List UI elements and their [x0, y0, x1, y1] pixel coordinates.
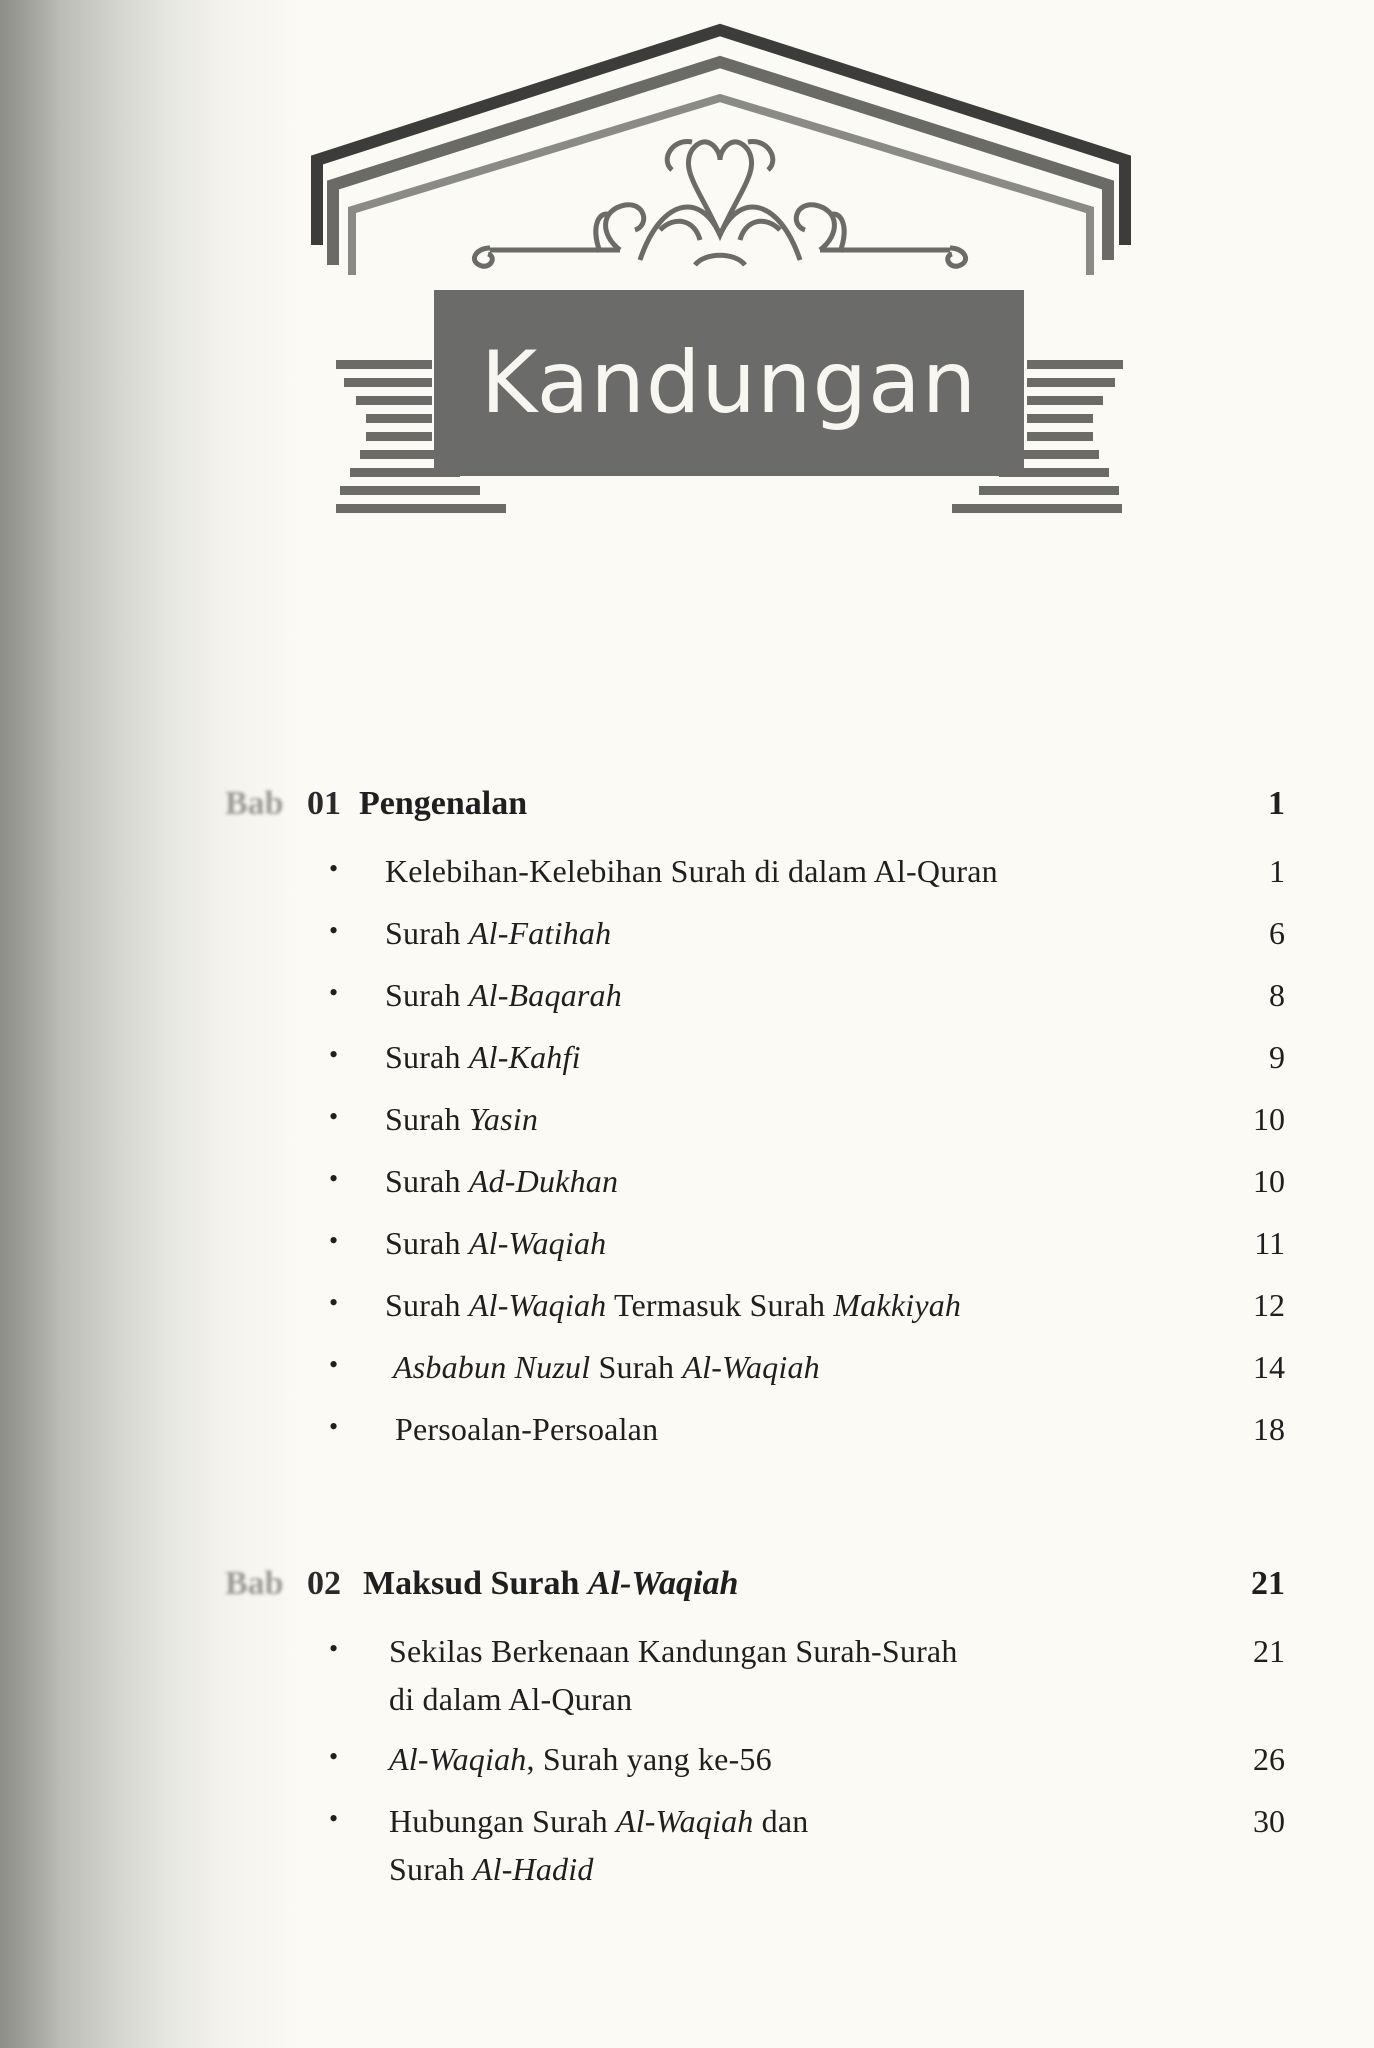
flourish-icon	[474, 142, 965, 267]
toc-entry[interactable]	[225, 1033, 1285, 1095]
toc-entry-page: 18	[1253, 1411, 1285, 1447]
table-of-contents	[225, 785, 1285, 1905]
toc-entry[interactable]	[225, 909, 1285, 971]
toc-entry-text: Al-Waqiah, Surah yang ke-56	[389, 1741, 772, 1777]
bullet-icon: •	[329, 916, 339, 945]
toc-entry[interactable]	[225, 1627, 1285, 1735]
toc-entry-page: 11	[1254, 1225, 1285, 1261]
bullet-icon: •	[329, 1804, 339, 1833]
toc-entry-page: 12	[1253, 1287, 1285, 1323]
toc-entry-text: Surah Al-Baqarah	[385, 977, 622, 1013]
toc-entry[interactable]	[225, 1405, 1285, 1467]
chapter-page-number: 1	[1268, 785, 1285, 822]
toc-entry-text: Surah Yasin	[385, 1101, 539, 1137]
toc-entry-page: 10	[1253, 1101, 1285, 1137]
toc-entry-text: Surah Al-Kahfi	[385, 1039, 581, 1075]
chapter-header-ornament	[300, 20, 1160, 540]
bullet-icon: •	[329, 1742, 339, 1771]
chapter-prefix: Bab	[225, 785, 284, 822]
toc-entry[interactable]	[225, 1281, 1285, 1343]
toc-entry[interactable]	[225, 1157, 1285, 1219]
bullet-icon: •	[329, 1412, 339, 1441]
toc-entry-page: 14	[1253, 1349, 1285, 1385]
toc-entry[interactable]	[225, 1343, 1285, 1405]
bullet-icon: •	[329, 1040, 339, 1069]
chapter-prefix: Bab	[225, 1565, 284, 1602]
chapter-heading-02[interactable]	[225, 1565, 1285, 1627]
toc-entry-text: Surah Al-Waqiah Termasuk Surah Makkiyah	[385, 1287, 962, 1323]
toc-entry-page: 26	[1253, 1741, 1285, 1777]
chapter-heading-01[interactable]	[225, 785, 1285, 847]
toc-entry[interactable]	[225, 847, 1285, 909]
page-title: Kandungan	[480, 333, 978, 433]
toc-entry-page: 30	[1253, 1803, 1285, 1839]
toc-entry[interactable]	[225, 1735, 1285, 1797]
toc-entry-page: 1	[1269, 853, 1285, 889]
bullet-icon: •	[329, 1102, 339, 1131]
toc-entry-page: 10	[1253, 1163, 1285, 1199]
toc-entry-text: Surah Ad-Dukhan	[385, 1163, 619, 1199]
chapter-title: Maksud Surah Al-Waqiah	[363, 1565, 739, 1602]
toc-entry-page: 6	[1269, 915, 1285, 951]
toc-entry-text: Persoalan-Persoalan	[395, 1411, 659, 1447]
bullet-icon: •	[329, 1288, 339, 1317]
toc-entry-text: Sekilas Berkenaan Kandungan Surah-Surah di dalam Al-Quran	[389, 1633, 958, 1717]
toc-entry-text: Hubungan Surah Al-Waqiah dan Surah Al-Hadid	[389, 1803, 809, 1887]
bullet-icon: •	[329, 978, 339, 1007]
toc-entry-text: Surah Al-Fatihah	[385, 915, 612, 951]
toc-entry[interactable]	[225, 1219, 1285, 1281]
page-gutter-shadow	[0, 0, 60, 2048]
chapter-title: Pengenalan	[359, 785, 528, 822]
toc-entry-page: 8	[1269, 977, 1285, 1013]
bullet-icon: •	[329, 854, 339, 883]
toc-entry-text: Asbabun Nuzul Surah Al-Waqiah	[393, 1349, 820, 1385]
toc-entry[interactable]	[225, 971, 1285, 1033]
toc-entry[interactable]	[225, 1797, 1285, 1905]
page-title-banner	[434, 290, 1024, 476]
toc-entry-text: Kelebihan-Kelebihan Surah di dalam Al-Quran	[385, 853, 998, 889]
bullet-icon: •	[329, 1350, 339, 1379]
toc-entry-page: 21	[1253, 1633, 1285, 1669]
bullet-icon: •	[329, 1164, 339, 1193]
chapter-page-number: 21	[1251, 1565, 1285, 1602]
toc-entry-page: 9	[1269, 1039, 1285, 1075]
bullet-icon: •	[329, 1634, 339, 1663]
toc-entry[interactable]	[225, 1095, 1285, 1157]
toc-entry-text: Surah Al-Waqiah	[385, 1225, 607, 1261]
bullet-icon: •	[329, 1226, 339, 1255]
chapter-number: 02	[307, 1565, 341, 1602]
chapter-number: 01	[307, 785, 341, 822]
